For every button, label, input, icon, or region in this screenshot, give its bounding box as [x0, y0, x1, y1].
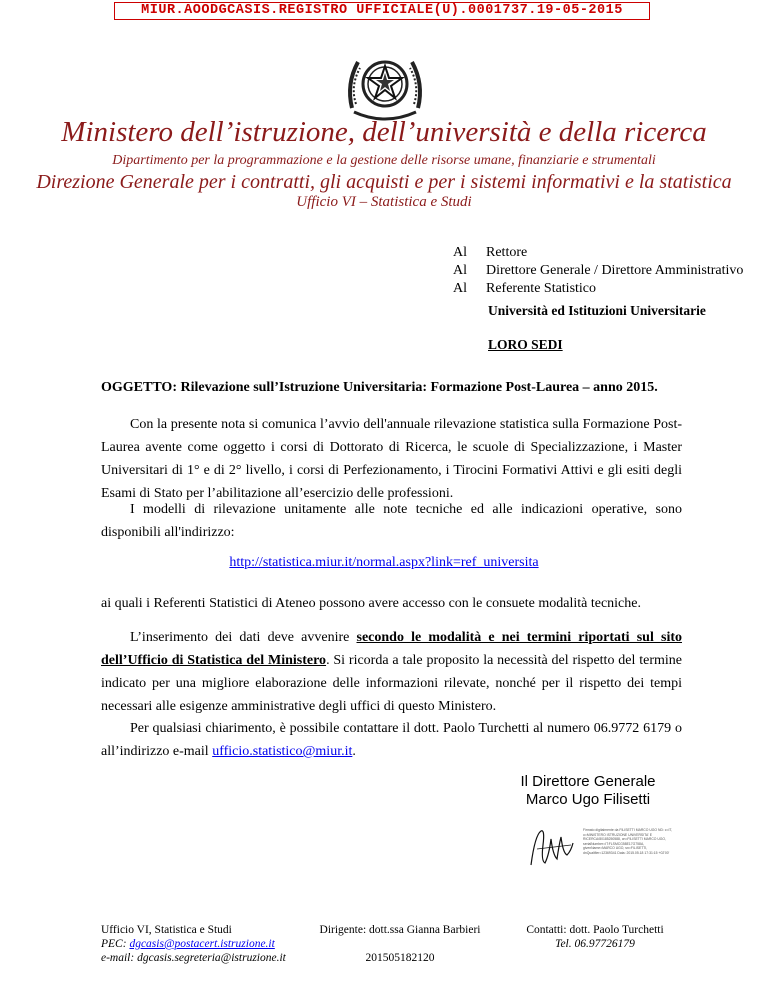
department-title: Dipartimento per la programmazione e la gestione delle risorse umane, finanziarie e strumentali	[112, 153, 656, 168]
footer-manager-info: Dirigente: dott.ssa Gianna Barbieri 201505182120	[300, 923, 500, 965]
loro-sedi: LORO SEDI	[488, 337, 563, 352]
paragraph-data-entry: L’inserimento dei dati deve avvenire secondo le modalità e nei termini riportati sul sito dell’Ufficio di Statistica del Ministero. Si ricorda a tale proposito la necessità del rispetto del termine indicato per una migliore elaborazione delle informazioni rilevate, nonché per il rispetto dei tempi necessari alle esigenze amministrative degli uffici di questo Ministero.	[101, 630, 682, 714]
paragraph-intro: Con la presente nota si comunica l’avvio dell'annuale rilevazione statistica sulla Formazione Post-Laurea avente come oggetto i corsi di Dottorato di Ricerca, le scuole di Specializzazione, i Master Universitari di 1° e di 2° livello, i corsi di Perfezionamento, i Tirocini Formativi Attivi e gli esiti degli Esami di Stato per l’abilitazione all’esercizio delle professioni.	[101, 417, 682, 501]
subject-line: OGGETTO: Rilevazione sull’Istruzione Universitaria: Formazione Post-Laurea – anno 2015.	[101, 380, 658, 395]
paragraph-contact: Per qualsiasi chiarimento, è possibile contattare il dott. Paolo Turchetti al numero 06.9772 6179 o all’indirizzo e-mail ufficio.statistico@miur.it.	[101, 721, 682, 759]
signature-title: Il Direttore Generale	[520, 773, 656, 790]
protocol-stamp: MIUR.AOODGCASIS.REGISTRO UFFICIALE(U).0001737.19-05-2015	[114, 2, 650, 20]
ministry-title: Ministero dell’istruzione, dell’università e della ricerca	[61, 116, 707, 148]
contact-email-link[interactable]: ufficio.statistico@miur.it	[212, 744, 353, 759]
document-code: 201505182120	[365, 952, 435, 964]
direction-title: Direzione Generale per i contratti, gli acquisti e per i sistemi informativi e la statistica	[36, 171, 732, 193]
digital-signature-certificate: Firmato digitalmente da FILISETTI MARCO UGO ND: c=IT, o=MINISTERO ISTRUZIONE UNIVERSITA' E RICERCA/80185250588, cn=FILISETTI MARCO UGO, serialNumber=IT:FLSMCG58E17G758A, givenName=MARCO UGO, sn=FILISETTI, dnQualifier=12369341 Data: 2015.05.18 17:31:15 +02'00'	[583, 828, 673, 855]
office-title: Ufficio VI – Statistica e Studi	[296, 194, 472, 210]
statistics-link[interactable]: http://statistica.miur.it/normal.aspx?link=ref_universita	[229, 555, 539, 570]
recipient-2: Al Direttore Generale / Direttore Amministrativo	[453, 263, 744, 278]
paragraph-models: I modelli di rilevazione unitamente alle note tecniche ed alle indicazioni operative, sono disponibili all'indirizzo:	[101, 502, 682, 540]
footer-office-info: Ufficio VI, Statistica e Studi PEC: dgcasis@postacert.istruzione.it e-mail: dgcasis.segreteria@istruzione.it	[101, 924, 286, 964]
footer-contact-info: Contatti: dott. Paolo Turchetti Tel. 06.97726179	[526, 924, 664, 950]
handwritten-signature-icon	[527, 825, 582, 870]
recipient-1: Al Rettore	[453, 245, 528, 260]
republic-emblem-icon	[342, 46, 428, 126]
recipient-3: Al Referente Statistico	[453, 281, 597, 296]
recipient-institutions: Università ed Istituzioni Universitarie	[488, 303, 706, 318]
paragraph-access: ai quali i Referenti Statistici di Ateneo possono avere accesso con le consuete modalità tecniche.	[101, 596, 641, 611]
pec-email-link[interactable]: dgcasis@postacert.istruzione.it	[129, 938, 275, 950]
statistics-link-row	[0, 555, 768, 571]
signature-name: Marco Ugo Filisetti	[525, 791, 651, 808]
data-entry-emphasis: secondo le modalità e nei termini riportati sul sito dell’Ufficio di Statistica del Ministero	[101, 630, 682, 668]
